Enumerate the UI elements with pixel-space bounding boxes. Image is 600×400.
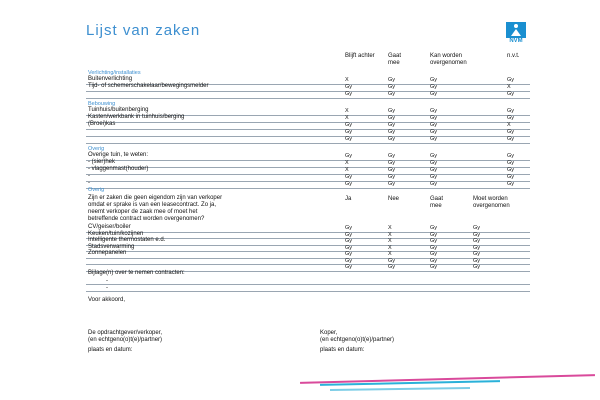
row-label: - (sier)hek	[88, 159, 116, 165]
row-cell: Gy	[345, 129, 353, 135]
col-header-blijft-achter: Blijft achter	[345, 53, 375, 59]
lease-row-cell: Gy	[473, 231, 481, 238]
col-header-nvt: n.v.t.	[507, 53, 520, 59]
row-cell: Gy	[388, 129, 396, 135]
row-label: Buitenverlichting	[88, 76, 133, 82]
row-cell: Gy	[430, 77, 438, 83]
lease-row-cell: X	[388, 231, 392, 238]
row-cell: Gy	[345, 91, 353, 97]
lease-row-cell: Gy	[473, 264, 481, 270]
row-cell: X	[345, 160, 349, 166]
lease-row-cell: Gy	[473, 257, 481, 264]
row-label: Tuinhuis/buitenberging	[88, 107, 149, 113]
lease-row-cell: X	[388, 225, 392, 231]
lease-row-cell: Gy	[345, 238, 353, 244]
lease-row-cell: X	[388, 244, 392, 251]
row-cell: Gy	[430, 181, 438, 187]
row-cell: Gy	[345, 84, 353, 90]
bijlage-label: Bijlage(n) over te nemen contracten:	[88, 270, 185, 276]
row-cell: Gy	[507, 129, 515, 135]
decorative-stripe-lightblue	[330, 387, 470, 390]
lease-row-cell: Gy	[388, 257, 396, 264]
lease-row-cell: Gy	[430, 225, 438, 231]
lease-row-label: Stadsverwarming	[88, 243, 135, 250]
bijlage-item: -	[106, 278, 108, 284]
lease-question-line: Zijn er zaken die geen eigendom zijn van verkoper	[88, 195, 223, 201]
signature-left-partner: (en echtgeno(o)t(e)/partner)	[88, 337, 163, 343]
row-label: -	[88, 173, 90, 179]
lease-row-cell: Gy	[473, 225, 481, 231]
lease-row-cell: Gy	[430, 251, 438, 257]
row-cell: Gy	[345, 122, 353, 128]
row-label: Kasten/werkbank in tuinhuis/berging	[88, 114, 185, 120]
lease-row-label: Keuken/tuin/kozijnen	[88, 230, 144, 237]
logo-label: NVM	[509, 38, 523, 44]
row-cell: Gy	[388, 91, 396, 97]
row-cell: Gy	[388, 84, 396, 90]
row-cell: Gy	[430, 129, 438, 135]
row-divider	[86, 188, 530, 189]
col-header-gaat-mee: Gaat mee	[388, 53, 402, 66]
row-cell: Gy	[507, 181, 515, 187]
row-cell: Gy	[507, 174, 515, 180]
lease-row-label: Intelligente thermostaten e.d.	[88, 237, 166, 243]
row-cell: Gy	[388, 108, 396, 114]
row-label: (Broei)kas	[88, 121, 116, 127]
row-label: Overige tuin, te weten:	[88, 152, 149, 158]
row-divider	[86, 258, 530, 259]
row-cell: Gy	[430, 84, 438, 90]
row-cell: Gy	[388, 122, 396, 128]
row-divider	[86, 143, 530, 144]
lease-row-cell: Gy	[430, 244, 438, 251]
page-title: Lijst van zaken	[86, 22, 201, 39]
row-cell: Gy	[430, 108, 438, 114]
row-divider	[86, 91, 530, 92]
section-heading: Bebouwing	[88, 101, 116, 107]
row-cell: Gy	[345, 136, 353, 142]
lease-row-cell: Gy	[430, 231, 438, 238]
lease-row-cell: Gy	[430, 264, 438, 270]
lease-row-cell: Gy	[345, 264, 353, 270]
row-cell: Gy	[507, 77, 515, 83]
row-cell: Gy	[507, 91, 515, 97]
row-cell: Gy	[388, 136, 396, 142]
bijlage-item: -	[106, 285, 108, 291]
lease-row-cell: Gy	[473, 251, 481, 257]
nvm-logo-icon	[506, 22, 526, 38]
row-divider	[86, 98, 530, 99]
row-cell: Gy	[430, 167, 438, 173]
row-cell: Gy	[430, 115, 438, 121]
lease-row-cell: X	[388, 251, 392, 257]
lease-row-label: CV/geiser/boiler	[88, 224, 131, 230]
row-label: Tijd- of schemerschakelaar/bewegingsmelder	[88, 83, 209, 89]
lease-row-cell: X	[388, 238, 392, 244]
row-cell: X	[345, 167, 349, 173]
section-heading: Overig	[88, 146, 105, 152]
lease-question-line: omdat er sprake is van een leasecontract. Zo ja,	[88, 202, 217, 208]
row-cell: Gy	[507, 115, 515, 121]
lease-col-header: Gaat mee	[430, 196, 444, 209]
row-cell: Gy	[388, 153, 396, 159]
row-cell: Gy	[430, 174, 438, 180]
row-cell: X	[507, 84, 511, 90]
row-cell: Gy	[345, 181, 353, 187]
row-divider	[86, 264, 530, 265]
row-cell: X	[345, 115, 349, 121]
row-cell: Gy	[388, 167, 396, 173]
row-cell: X	[345, 77, 349, 83]
lease-row-cell: Gy	[473, 238, 481, 244]
lease-row-label: Zonnepanelen	[88, 250, 127, 256]
row-divider	[86, 129, 530, 130]
row-cell: Gy	[388, 160, 396, 166]
section-heading: Verlichting/installaties	[88, 70, 141, 76]
row-cell: Gy	[430, 91, 438, 97]
lease-col-header: Nee	[388, 196, 400, 202]
row-divider	[86, 122, 530, 123]
row-cell: Gy	[507, 160, 515, 166]
lease-row-cell: Gy	[345, 257, 353, 264]
col-header-kan-worden-overgenomen: Kan worden overgenomen	[430, 53, 467, 66]
lease-row-cell: Gy	[345, 244, 353, 251]
signature-left-title: De opdrachtgever/verkoper,	[88, 330, 163, 336]
lease-row-cell: Gy	[388, 264, 396, 270]
row-cell: Gy	[388, 77, 396, 83]
row-cell: Gy	[430, 122, 438, 128]
row-divider	[86, 232, 530, 233]
row-cell: X	[507, 122, 511, 128]
divider	[86, 291, 530, 292]
row-cell: Gy	[388, 181, 396, 187]
signature-right-place: plaats en datum:	[320, 347, 365, 353]
signature-right-title: Koper,	[320, 330, 338, 336]
lease-row-cell: Gy	[430, 238, 438, 244]
lease-row-cell: Gy	[430, 257, 438, 264]
section-heading: Overig	[88, 187, 105, 193]
row-cell: Gy	[388, 174, 396, 180]
lease-row-cell: Gy	[345, 251, 353, 257]
row-cell: Gy	[430, 136, 438, 142]
lease-row-cell: Gy	[473, 244, 481, 251]
row-divider	[86, 136, 530, 137]
row-divider	[86, 167, 530, 168]
row-cell: Gy	[507, 167, 515, 173]
lease-row-cell: Gy	[345, 231, 353, 238]
lease-question-line: neemt verkoper de zaak mee of moet het	[88, 209, 198, 215]
row-cell: Gy	[507, 108, 515, 114]
row-cell: Gy	[345, 153, 353, 159]
row-divider	[86, 160, 530, 161]
lease-row-cell: Gy	[345, 225, 353, 231]
row-cell: Gy	[507, 136, 515, 142]
row-divider	[86, 181, 530, 182]
row-cell: Gy	[345, 174, 353, 180]
signature-right-partner: (en echtgeno(o)t(e)/partner)	[320, 337, 395, 343]
row-cell: Gy	[430, 160, 438, 166]
row-label: - vlaggenmast(houder)	[88, 166, 149, 172]
row-divider	[86, 174, 530, 175]
akkoord-text: Voor akkoord,	[88, 297, 126, 303]
lease-question-line: betreffende contract worden overgenomen?	[88, 216, 205, 222]
row-divider	[86, 251, 530, 252]
row-label: -	[88, 180, 90, 186]
row-cell: Gy	[388, 115, 396, 121]
row-cell: X	[345, 108, 349, 114]
signature-left-place: plaats en datum:	[88, 347, 133, 353]
row-cell: Gy	[430, 153, 438, 159]
row-divider	[86, 245, 530, 246]
lease-col-header: Ja	[345, 196, 352, 202]
row-cell: Gy	[507, 153, 515, 159]
lease-col-header: Moet worden overgenomen	[473, 196, 510, 209]
divider	[86, 284, 530, 285]
